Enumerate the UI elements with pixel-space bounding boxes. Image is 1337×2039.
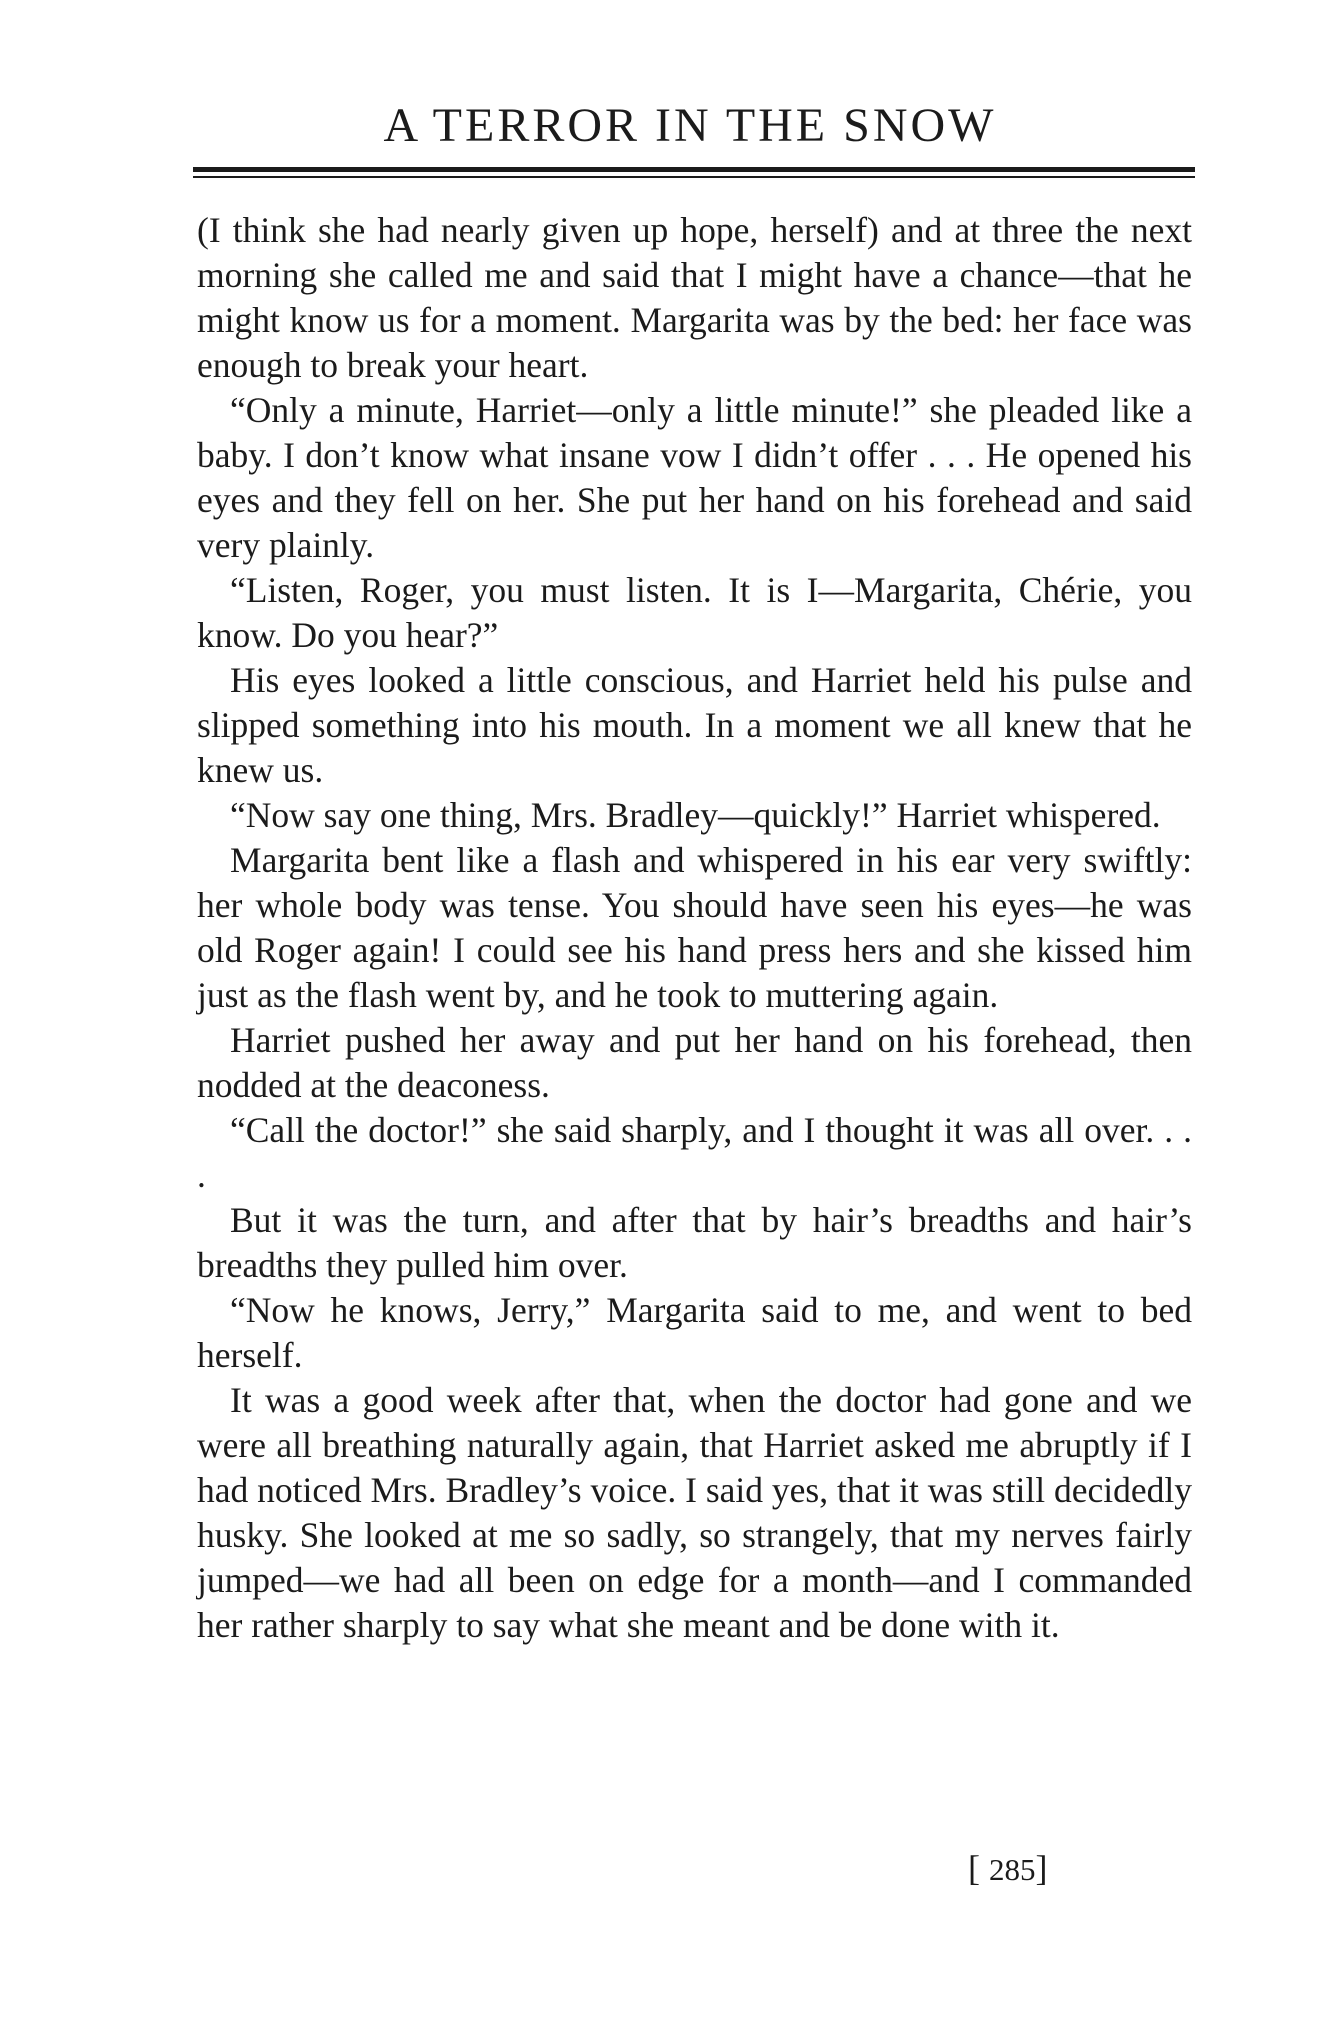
paragraph-2: “Only a minute, Harriet—only a little minute!” she pleaded like a baby. I don’t know what insane vow I didn’t offer . . . He opened his eyes and they fell on her. She put her hand on his forehead and said very plainly. — [197, 390, 1192, 565]
paragraph-11: It was a good week after that, when the doctor had gone and we were all breathing naturally again, that Harriet asked me abruptly if I had noticed Mrs. Bradley’s voice. I said yes, that it was still decidedly husky. She looked at me so sadly, so strangely, that my nerves fairly jumped—we had all been on edge for a month—and I commanded her rather sharply to say what she meant and be done with it. — [197, 1380, 1192, 1645]
page-number — [968, 1850, 1048, 1886]
page-number-bracket-open: [ — [968, 1848, 980, 1888]
paragraph-1: (I think she had nearly given up hope, herself) and at three the next morning she called me and said that I might have a chance—that he might know us for a moment. Margarita was by the bed: her face was enough to break your heart. — [197, 210, 1192, 385]
paragraph-10: “Now he knows, Jerry,” Margarita said to me, and went to bed herself. — [197, 1290, 1192, 1375]
paragraph-8: “Call the doctor!” she said sharply, and I thought it was all over. . . . — [197, 1110, 1192, 1195]
header-rule-thin — [193, 176, 1195, 178]
page-number-bracket-close: ] — [1035, 1848, 1048, 1888]
body-text — [197, 208, 1192, 1648]
paragraph-7: Harriet pushed her away and put her hand on his forehead, then nodded at the deaconess. — [197, 1020, 1192, 1105]
paragraph-4: His eyes looked a little conscious, and Harriet held his pulse and slipped something into his mouth. In a moment we all knew that he knew us. — [197, 660, 1192, 790]
paragraph-6: Margarita bent like a flash and whispered in his ear very swiftly: her whole body was tense. You should have seen his eyes—he was old Roger again! I could see his hand press hers and she kissed him just as the flash went by, and he took to muttering again. — [197, 840, 1192, 1015]
paragraph-5: “Now say one thing, Mrs. Bradley—quickly!” Harriet whispered. — [230, 795, 1161, 835]
header-rule-thick — [193, 167, 1195, 172]
running-title: A TERROR IN THE SNOW — [383, 99, 997, 152]
paragraph-3: “Listen, Roger, you must listen. It is I—Margarita, Chérie, you know. Do you hear?” — [197, 570, 1192, 655]
paragraph-9: But it was the turn, and after that by hair’s breadths and hair’s breadths they pulled him over. — [197, 1200, 1192, 1285]
page-number-value: 285 — [989, 1852, 1036, 1887]
